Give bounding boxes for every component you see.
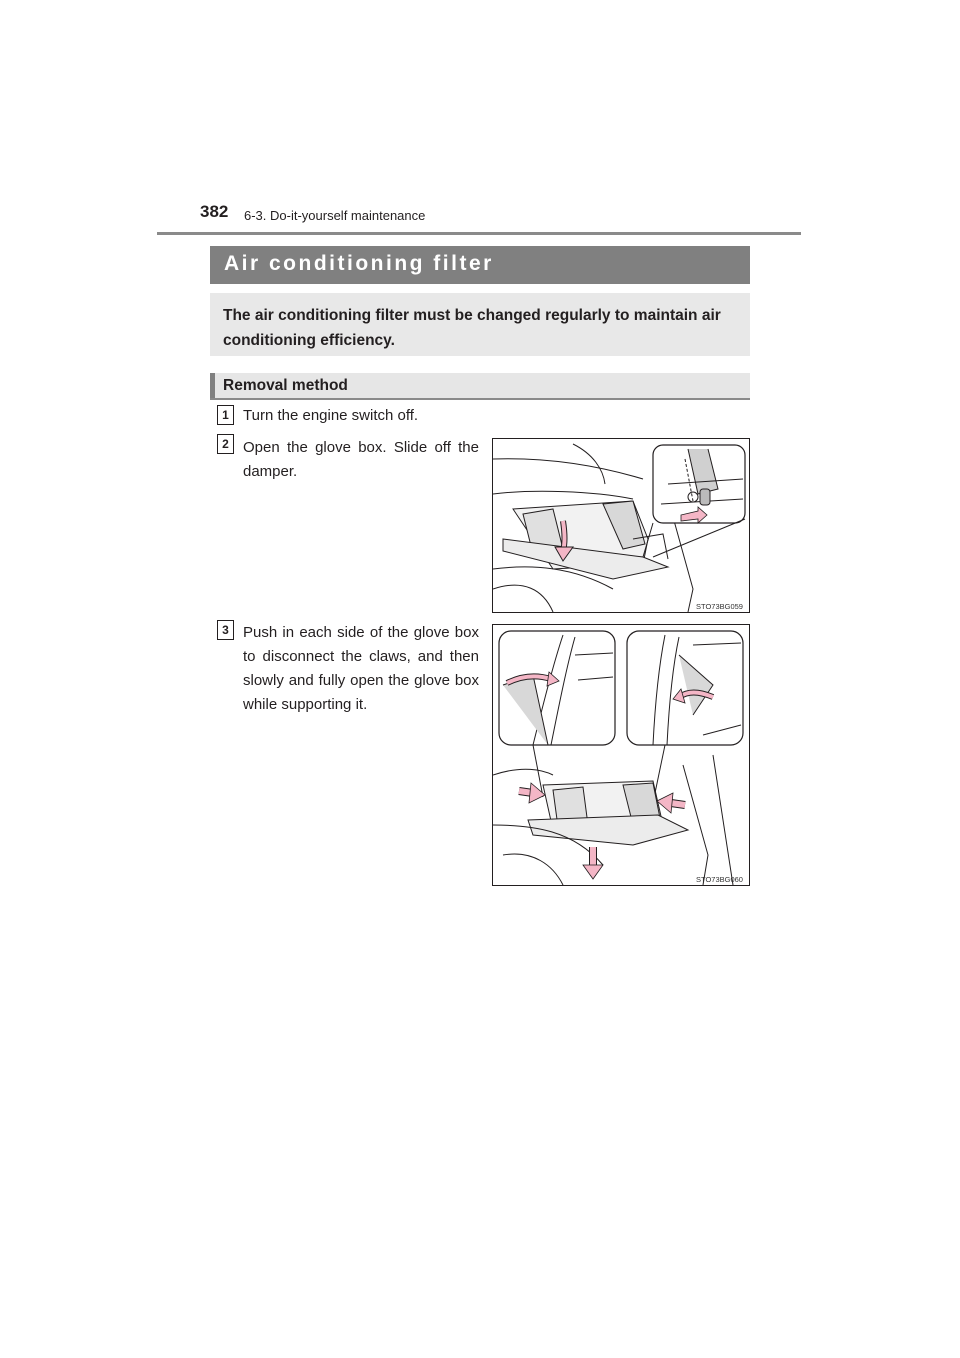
step-text-3: Push in each side of the glove box to disconnect the claws, and then slowly and fully open the glove box while supporting it. xyxy=(243,624,479,713)
subheading: Removal method xyxy=(223,377,348,394)
figure-glove-box-claws xyxy=(492,624,750,886)
glove-box-claws-illustration xyxy=(493,625,749,885)
subheading-bar xyxy=(210,373,750,400)
page-number: 382 xyxy=(200,202,229,221)
glove-box-damper-illustration xyxy=(493,439,749,612)
step-number-1: 1 xyxy=(217,405,234,425)
step-number-3: 3 xyxy=(217,620,234,640)
figure-glove-box-damper xyxy=(492,438,750,613)
section-title-bar xyxy=(210,246,750,284)
step-number-2: 2 xyxy=(217,434,234,454)
subheading-accent xyxy=(210,373,215,398)
intro-box: The air conditioning filter must be changed regularly to maintain air conditioning efficiency. xyxy=(210,293,750,356)
section-reference: 6-3. Do-it-yourself maintenance xyxy=(244,208,426,223)
figure-code-2: STO73BG060 xyxy=(696,875,743,884)
figure-code-1: STO73BG059 xyxy=(696,602,743,611)
header-divider xyxy=(157,232,801,235)
step-text-2: Open the glove box. Slide off the damper. xyxy=(243,439,479,480)
step-text-1: Turn the engine switch off. xyxy=(243,407,419,424)
page-title: Air conditioning filter xyxy=(224,252,494,275)
